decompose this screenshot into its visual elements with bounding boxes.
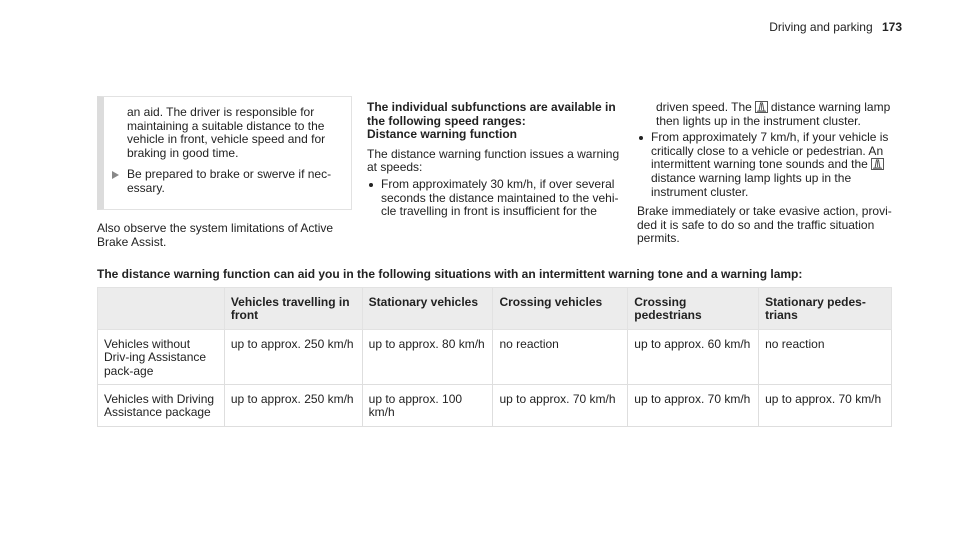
table-title: The distance warning function can aid you in the following situations with an intermittent warning tone and a warning lamp: (97, 267, 803, 281)
info-item (112, 168, 343, 195)
list-item (637, 131, 897, 199)
column-1 (97, 96, 352, 249)
section-title: Driving and parking (769, 20, 873, 34)
bullet2-text-part1: From approximately 7 km/h, if your vehicle is critically close to a vehicle or pedestrian. An intermittent warning tone sounds and the (651, 130, 889, 172)
table-cell: up to approx. 70 km/h (628, 385, 759, 427)
continued-text-part1: driven speed. The (656, 100, 752, 114)
table-cell: Vehicles with Driving Assistance package (98, 385, 225, 427)
table-cell: no reaction (493, 329, 628, 384)
table-cell: up to approx. 100 km/h (362, 385, 493, 427)
column-3 (637, 101, 897, 246)
distance-warning-lamp-icon (755, 101, 768, 113)
info-item-text: Be prepared to brake or swerve if nec-essary. (127, 167, 332, 195)
header-cell: Stationary pedes-trians (759, 288, 892, 330)
bullet1-continued (637, 101, 897, 128)
list-item: From approximately 30 km/h, if over several seconds the distance maintained to the vehi-cle travelling in front is insufficient for the (367, 178, 622, 219)
page-header (769, 21, 902, 35)
speed-list-continued (637, 131, 897, 199)
header-cell: Crossing pedestrians (628, 288, 759, 330)
column-2 (367, 101, 622, 221)
info-box (97, 96, 352, 210)
distance-warning-intro: The distance warning function issues a warning at speeds: (367, 146, 620, 175)
table-cell: up to approx. 80 km/h (362, 329, 493, 384)
triangle-right-icon (112, 171, 119, 179)
page-number: 173 (881, 20, 902, 34)
distance-warning-lamp-icon (871, 158, 884, 170)
table-cell: Vehicles without Driv-ing Assistance pack-age (98, 329, 225, 384)
table-cell: no reaction (759, 329, 892, 384)
distance-warning-heading: Distance warning function (367, 127, 518, 142)
table-cell: up to approx. 250 km/h (224, 385, 362, 427)
table-cell: up to approx. 70 km/h (493, 385, 628, 427)
table-row (98, 329, 892, 384)
bullet2-text-part2: distance warning lamp lights up in the instrument cluster. (651, 170, 852, 199)
limitations-note: Also observe the system limitations of Active Brake Assist. (97, 221, 334, 249)
table-row (98, 385, 892, 427)
table-cell: up to approx. 70 km/h (759, 385, 892, 427)
header-cell: Stationary vehicles (362, 288, 493, 330)
header-cell: Crossing vehicles (493, 288, 628, 330)
info-continued-text: an aid. The driver is responsible for maintaining a suitable distance to the vehicle in front, vehicle speed and for braking in good time. (127, 105, 326, 160)
continued-text-part2: distance warning lamp then lights up in the instrument cluster. (656, 100, 891, 128)
speed-list (367, 178, 622, 219)
speed-range-table (97, 287, 892, 427)
closing-instruction: Brake immediately or take evasive action, provi-ded it is safe to do so and the traffic situation permits. (637, 204, 892, 246)
table-cell: up to approx. 250 km/h (224, 329, 362, 384)
table-cell: up to approx. 60 km/h (628, 329, 759, 384)
subfunctions-heading: The individual subfunctions are available in the following speed ranges: (367, 100, 616, 128)
header-cell: Vehicles travelling in front (224, 288, 362, 330)
table-header-row (98, 288, 892, 330)
header-cell (98, 288, 225, 330)
